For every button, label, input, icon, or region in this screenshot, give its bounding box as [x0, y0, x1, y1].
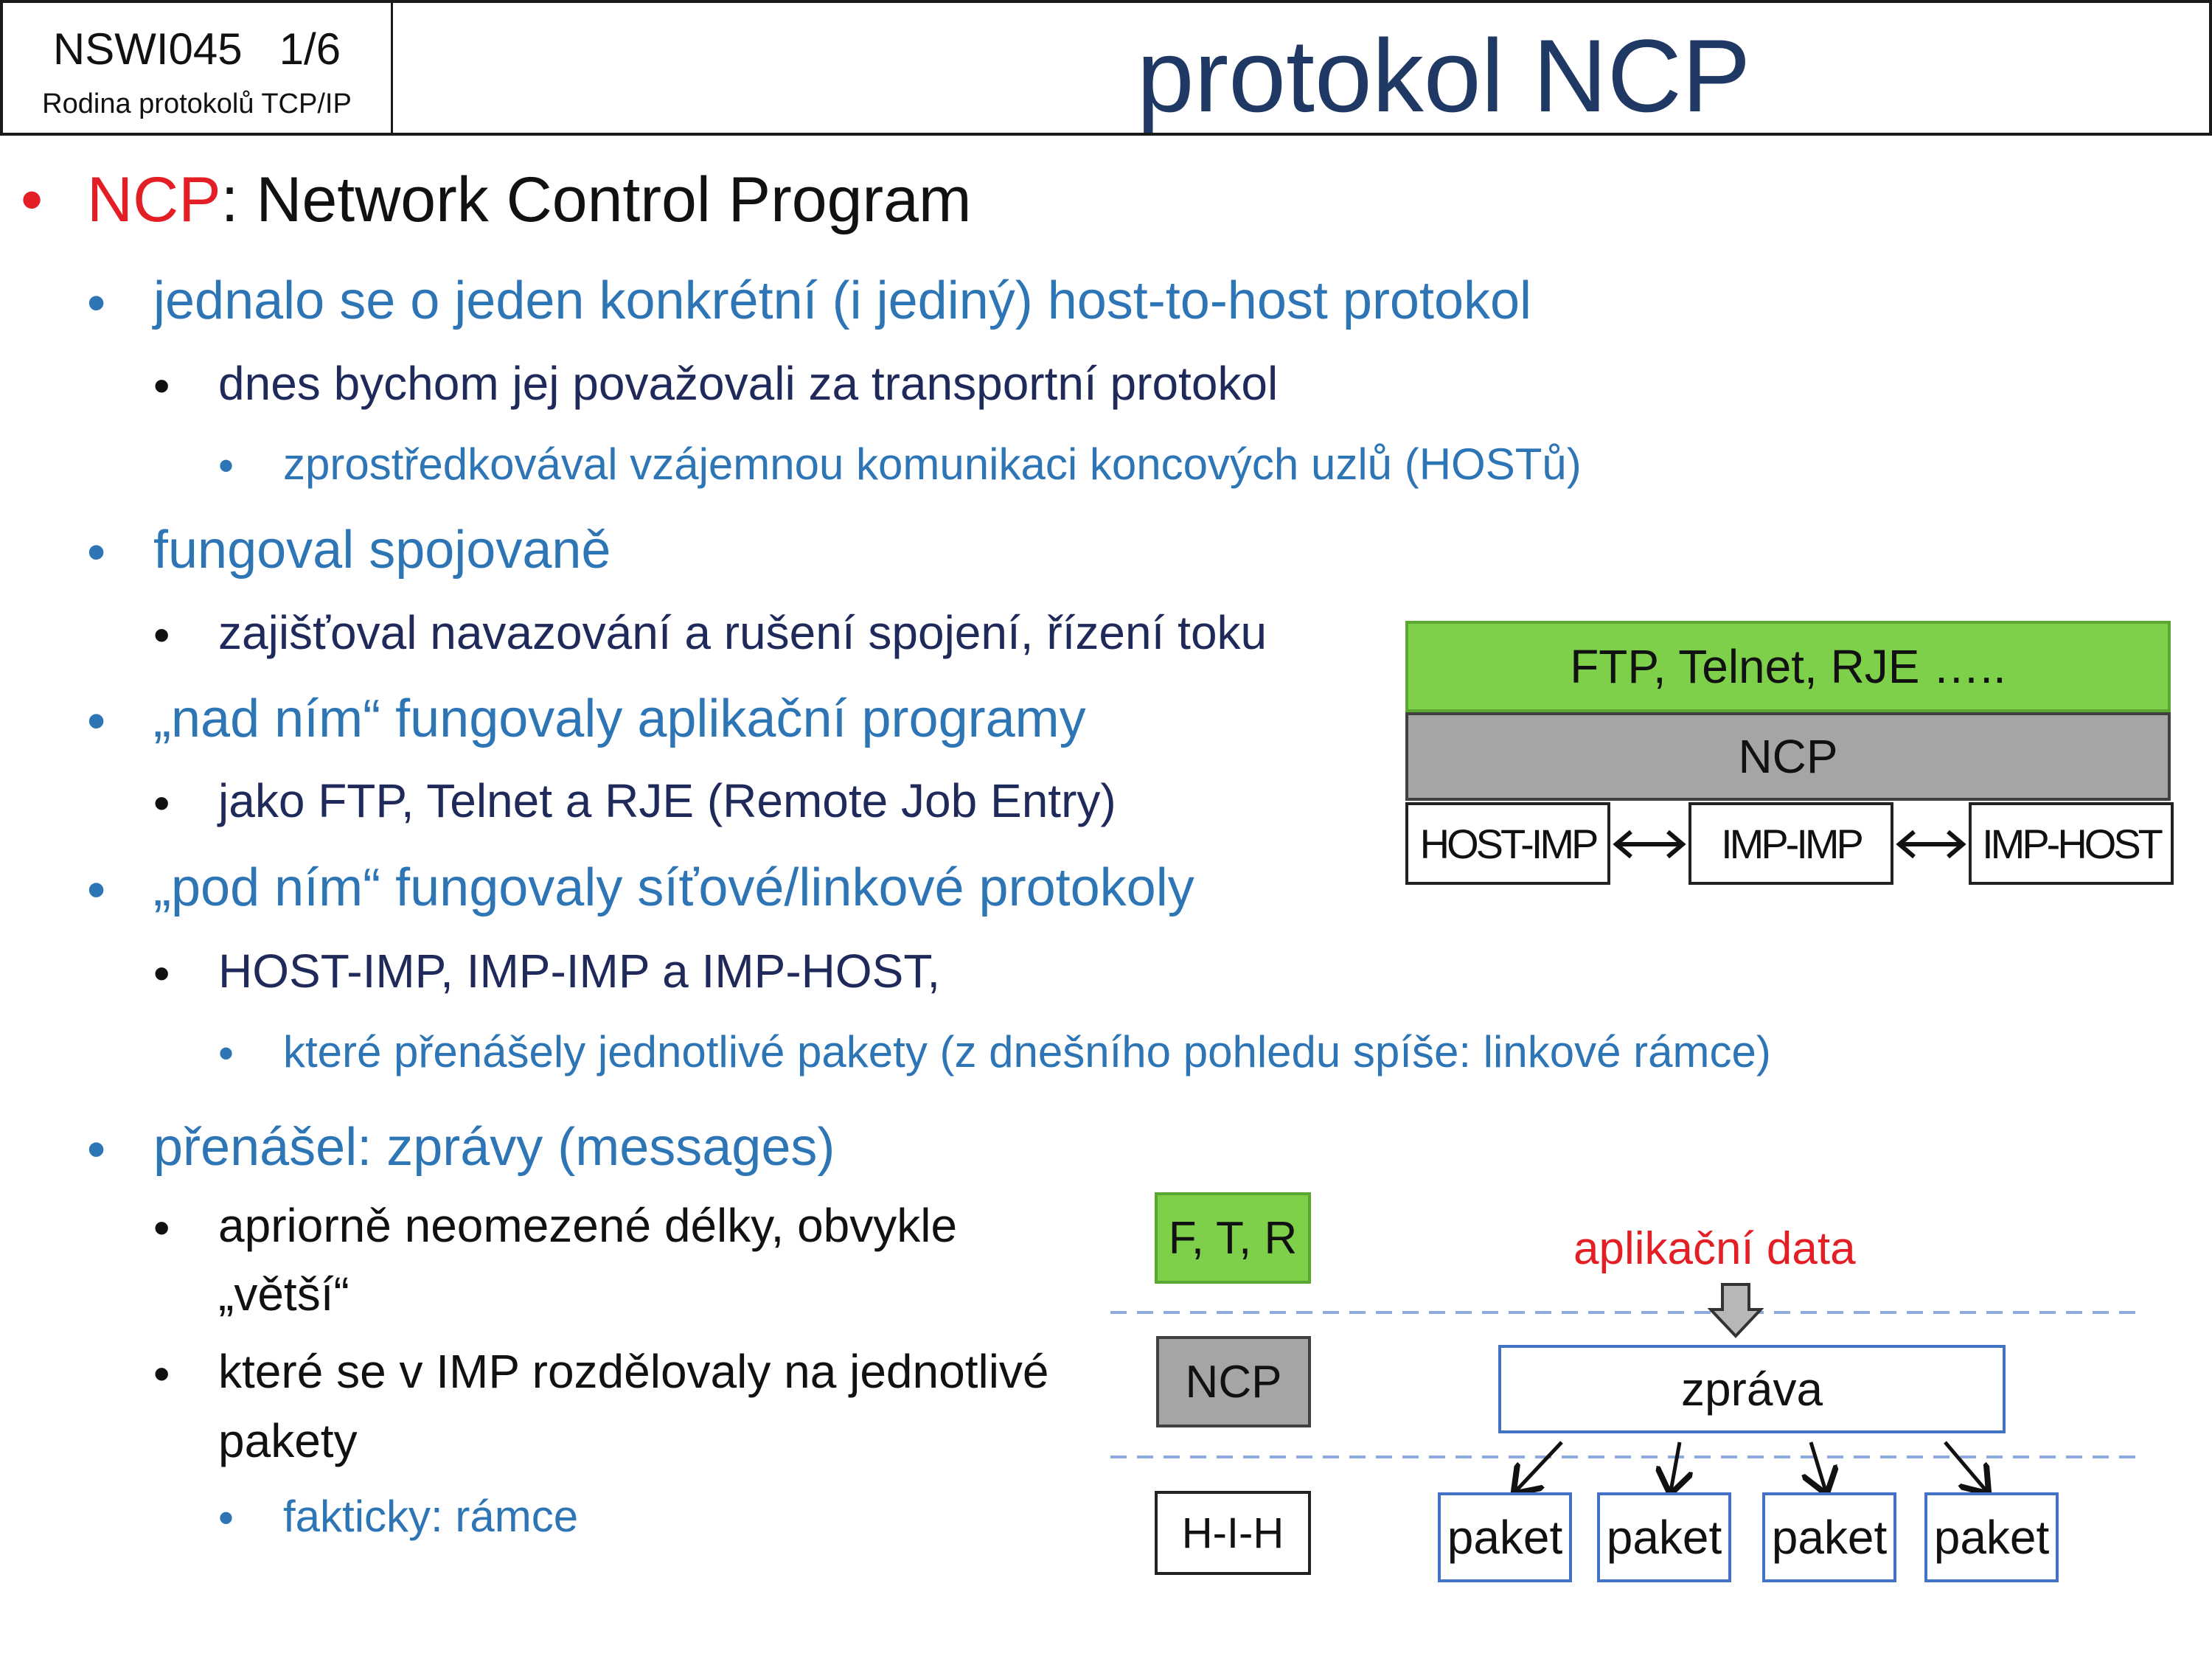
bullet-ncp [87, 164, 972, 237]
bullet-b2: fungoval spojovaně [153, 521, 611, 580]
page-title: protokol NCP [1136, 18, 1751, 133]
bullet-dot-icon: • [153, 947, 170, 1000]
bullet-dot-icon: • [218, 441, 234, 490]
bullet-dot-icon: • [218, 1493, 234, 1543]
bullet-b4: „pod ním“ fungovaly síťové/linkové protokoly [153, 858, 1194, 917]
course-name: Rodina protokolů TCP/IP [42, 88, 352, 119]
bullet-b3: „nad ním“ fungovaly aplikační programy [153, 689, 1086, 748]
bullet-dot-icon: • [87, 860, 106, 919]
arrow-down-right-icon [1945, 1442, 1986, 1491]
ncp-expansion: : Network Control Program [220, 164, 972, 235]
layer-label-hih: H-I-H [1155, 1491, 1311, 1575]
bullet-b5-2-1: fakticky: rámce [283, 1492, 579, 1541]
bidirectional-arrow-icon [1893, 826, 1969, 863]
bullet-b5: přenášel: zprávy (messages) [153, 1118, 835, 1177]
bullet-b1: jednalo se o jeden konkrétní (i jediný) host-to-host protokol [153, 271, 1532, 330]
imp-host-box: IMP-HOST [1969, 802, 2174, 885]
bullet-dot-icon: • [218, 1029, 234, 1078]
bullet-b4-1: HOST-IMP, IMP-IMP a IMP-HOST, [218, 945, 941, 998]
bullet-b5-2-line2: pakety [218, 1414, 358, 1467]
bullet-dot-icon: • [87, 692, 106, 751]
bullet-b5-1-line2: „větší“ [218, 1267, 349, 1321]
app-data-label: aplikační data [1573, 1223, 1856, 1274]
bullet-b3-1: jako FTP, Telnet a RJE (Remote Job Entry) [218, 774, 1116, 827]
down-block-arrow-icon [1708, 1281, 1764, 1339]
packet-box: paket [1438, 1492, 1572, 1582]
bullet-dot-icon: • [153, 1201, 170, 1254]
bullet-b5-2-line1: které se v IMP rozdělovaly na jednotlivé [218, 1345, 1049, 1398]
host-imp-box: HOST-IMP [1405, 802, 1610, 885]
title-box [393, 0, 2212, 136]
bullet-dot-icon: • [153, 776, 170, 830]
imp-imp-box: IMP-IMP [1688, 802, 1893, 885]
layer-label-ftr: F, T, R [1155, 1192, 1311, 1284]
bullet-dot-icon: • [21, 164, 44, 235]
course-code: NSWI045 1/6 [52, 24, 341, 74]
message-box: zpráva [1498, 1345, 2006, 1433]
arrow-down-left-icon [1516, 1442, 1562, 1491]
bullet-b2-1: zajišťoval navazování a rušení spojení, řízení toku [218, 606, 1267, 659]
bullet-dot-icon: • [87, 523, 106, 582]
bullet-dot-icon: • [87, 274, 106, 333]
bullet-dot-icon: • [153, 608, 170, 661]
ncp-layer-box: NCP [1405, 712, 2171, 801]
arrow-down-icon [1811, 1442, 1826, 1491]
packet-box: paket [1924, 1492, 2059, 1582]
packet-box: paket [1597, 1492, 1731, 1582]
layer-label-ncp: NCP [1156, 1336, 1311, 1427]
packet-box: paket [1762, 1492, 1896, 1582]
bidirectional-arrow-icon [1610, 826, 1688, 863]
bullet-dot-icon: • [153, 1347, 170, 1400]
bullet-b5-1-line1: apriorně neomezené délky, obvykle [218, 1199, 958, 1252]
course-info-box [0, 0, 393, 136]
arrow-down-icon [1671, 1442, 1680, 1491]
bullet-dot-icon: • [153, 359, 170, 412]
app-layer-box: FTP, Telnet, RJE ….. [1405, 621, 2171, 712]
bullet-dot-icon: • [87, 1120, 106, 1179]
bullet-b1-1: dnes bychom jej považovali za transportní protokol [218, 357, 1279, 410]
bullet-b1-1-1: zprostředkovával vzájemnou komunikaci koncových uzlů (HOSTů) [283, 439, 1582, 489]
ncp-acronym: NCP [87, 164, 221, 235]
bullet-b4-1-1: které přenášely jednotlivé pakety (z dnešního pohledu spíše: linkové rámce) [283, 1027, 1771, 1077]
